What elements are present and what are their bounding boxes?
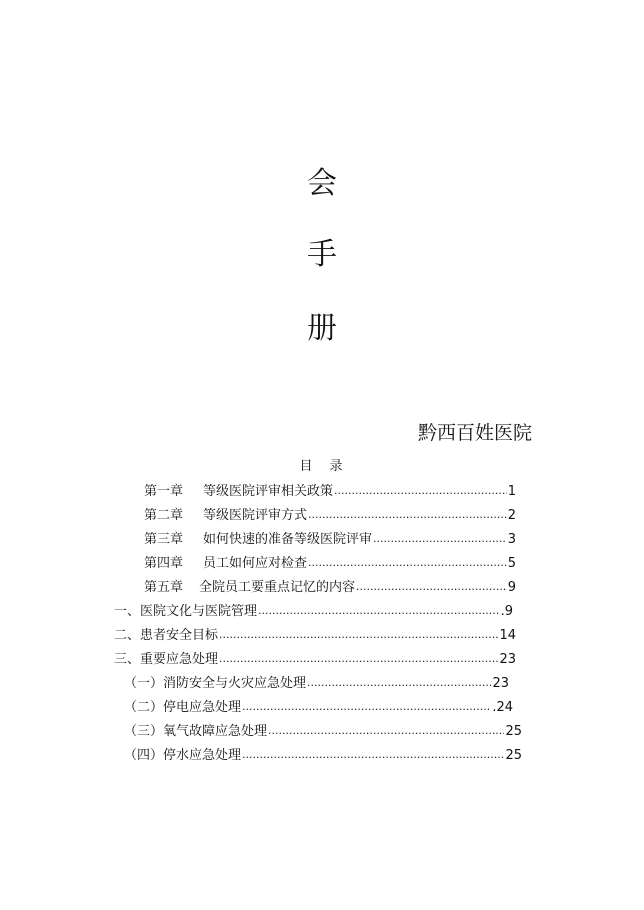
- title-char-1: 会: [307, 166, 337, 201]
- toc-leader-dots: [308, 554, 507, 574]
- toc-entry-number: 第五章: [144, 580, 184, 595]
- toc-entry[interactable]: [114, 602, 513, 622]
- toc-leader-dots: [219, 626, 498, 646]
- toc-leader-dots: [219, 650, 498, 670]
- toc-entry-page: 5: [507, 556, 516, 571]
- toc-entry[interactable]: [114, 650, 516, 670]
- toc-entry-label: 员工如何应对检查: [203, 556, 308, 571]
- toc-entry-label: 氧气故障应急处理: [163, 724, 268, 739]
- toc-entry-number: 二、: [114, 628, 141, 643]
- title-char-2: 手: [307, 237, 337, 272]
- toc-entry-label: 等级医院评审方式: [203, 508, 308, 523]
- toc-entry[interactable]: [124, 722, 522, 742]
- toc-leader-dots: [308, 506, 507, 526]
- toc-entry[interactable]: [144, 578, 516, 598]
- toc-entry-number: 一、: [114, 604, 141, 619]
- toc-entry-page: 25: [505, 748, 522, 763]
- title-char-3: 册: [307, 311, 337, 346]
- toc-leader-dots: [268, 722, 504, 742]
- toc-entry-page: 25: [505, 724, 522, 739]
- toc-entry-label: 消防安全与火灾应急处理: [163, 676, 307, 691]
- toc-heading: 目 录: [299, 459, 345, 474]
- toc-leader-dots: [242, 698, 491, 718]
- toc-entry-page: .24: [492, 700, 513, 715]
- toc-entry-page: 3: [507, 532, 516, 547]
- toc-entry-number: （一）: [124, 676, 164, 691]
- toc-entry-page: 1: [507, 484, 516, 499]
- toc-leader-dots: [334, 482, 507, 502]
- toc-entry-number: 第二章: [144, 508, 184, 523]
- toc-entry-label: 如何快速的准备等级医院评审: [203, 532, 373, 547]
- toc-entry-label: 患者安全目标: [140, 628, 219, 643]
- toc-leader-dots: [242, 746, 504, 766]
- toc-entry[interactable]: [124, 746, 522, 766]
- toc-entry-page: 23: [499, 652, 516, 667]
- toc-entry-label: 重要应急处理: [140, 652, 219, 667]
- toc-leader-dots: [373, 530, 507, 550]
- toc-entry-number: （二）: [124, 700, 164, 715]
- toc-entry-page: 23: [492, 676, 509, 691]
- toc-entry-number: （四）: [124, 748, 164, 763]
- toc-entry-label: 停水应急处理: [163, 748, 242, 763]
- toc-entry[interactable]: [124, 674, 509, 694]
- toc-entry[interactable]: [124, 698, 513, 718]
- toc-leader-dots: [258, 602, 500, 622]
- toc-entry-page: 9: [507, 580, 516, 595]
- toc-entry-number: 第三章: [144, 532, 184, 547]
- toc-entry-number: 第一章: [144, 484, 184, 499]
- toc-entry[interactable]: [144, 482, 516, 502]
- toc-entry-number: 第四章: [144, 556, 184, 571]
- hospital-name: 黔西百姓医院: [417, 422, 532, 444]
- toc-entry-page: 2: [507, 508, 516, 523]
- toc-entry-number: （三）: [124, 724, 164, 739]
- toc-entry-page: 14: [499, 628, 516, 643]
- toc-entry[interactable]: [114, 626, 516, 646]
- toc-entry-number: 三、: [114, 652, 141, 667]
- toc-entry-label: 全院员工要重点记忆的内容: [199, 580, 356, 595]
- toc-entry-label: 停电应急处理: [163, 700, 242, 715]
- toc-leader-dots: [356, 578, 507, 598]
- toc-entry-label: 等级医院评审相关政策: [203, 484, 334, 499]
- toc-entry-label: 医院文化与医院管理: [140, 604, 258, 619]
- toc-entry[interactable]: [144, 554, 516, 574]
- toc-entry[interactable]: [144, 506, 516, 526]
- toc-leader-dots: [307, 674, 491, 694]
- toc-entry[interactable]: [144, 530, 516, 550]
- toc-entry-page: .9: [500, 604, 513, 619]
